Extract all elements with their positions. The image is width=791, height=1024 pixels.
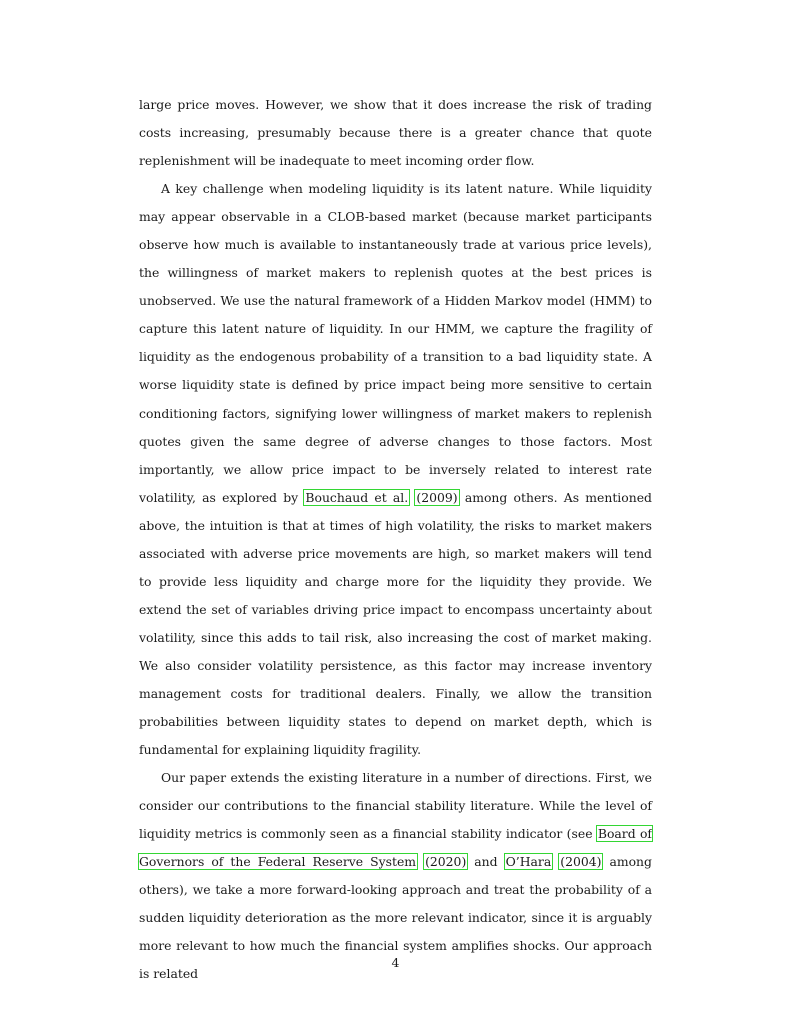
paragraph-text: Our paper extends the existing literature in a number of directions. First, we consider our contributions to the financial stability literature. While the level of liquidity metrics is commonly seen as a financial stability indicator (see	[139, 770, 652, 842]
paragraph-1	[139, 91, 652, 175]
citation-link-federal-reserve[interactable]: Board of Governors of the Federal Reserve System	[139, 826, 653, 870]
paragraph-text: among others. As mentioned above, the intuition is that at times of high volatility, the risks to market makers associated with adverse price movements are high, so market makers will tend to provide less liquidity and charge more for the liquidity they provide. We extend the set of variables driving price impact to encompass uncertainty about volatility, since this adds to tail risk, also increasing the cost of market making. We also consider volatility persistence, as this factor may increase inventory management costs for traditional dealers. Finally, we allow the transition probabilities between liquidity states to depend on market depth, which is fundamental for explaining liquidity fragility.	[139, 489, 652, 758]
citation-link-ohara[interactable]: O’Hara	[505, 854, 552, 870]
citation-link-ohara-year[interactable]: (2004)	[560, 854, 602, 870]
paragraph-text: among others), we take a more forward-looking approach and treat the probability of a sudden liquidity deterioration as the more relevant indicator, since it is arguably more relevant to how much the financial system amplifies shocks. Our approach is related	[139, 854, 652, 982]
paragraph-text: large price moves. However, we show that it does increase the risk of trading costs increasing, presumably because there is a greater chance that quote replenishment will be inadequate to meet incoming order flow.	[139, 97, 652, 169]
body-text	[139, 91, 652, 989]
page-number: 4	[391, 955, 400, 970]
citation-link-bouchaud[interactable]: Bouchaud et al.	[305, 489, 409, 505]
citation-link-bouchaud-year[interactable]: (2009)	[416, 489, 458, 505]
paragraph-text: and	[467, 854, 505, 870]
citation-link-federal-reserve-year[interactable]: (2020)	[425, 854, 467, 870]
paragraph-2	[139, 175, 652, 764]
paragraph-text: A key challenge when modeling liquidity is its latent nature. While liquidity may appear observable in a CLOB-based market (because market participants observe how much is available to instantaneously trade at various price levels), the willingness of market makers to replenish quotes at the best prices is unobserved. We use the natural framework of a Hidden Markov model (HMM) to capture this latent nature of liquidity. In our HMM, we capture the fragility of liquidity as the endogenous probability of a transition to a bad liquidity state. A worse liquidity state is defined by price impact being more sensitive to certain conditioning factors, signifying lower willingness of market makers to replenish quotes given the same degree of adverse changes to those factors. Most importantly, we allow price impact to be inversely related to interest rate volatility, as explored by	[139, 181, 652, 505]
